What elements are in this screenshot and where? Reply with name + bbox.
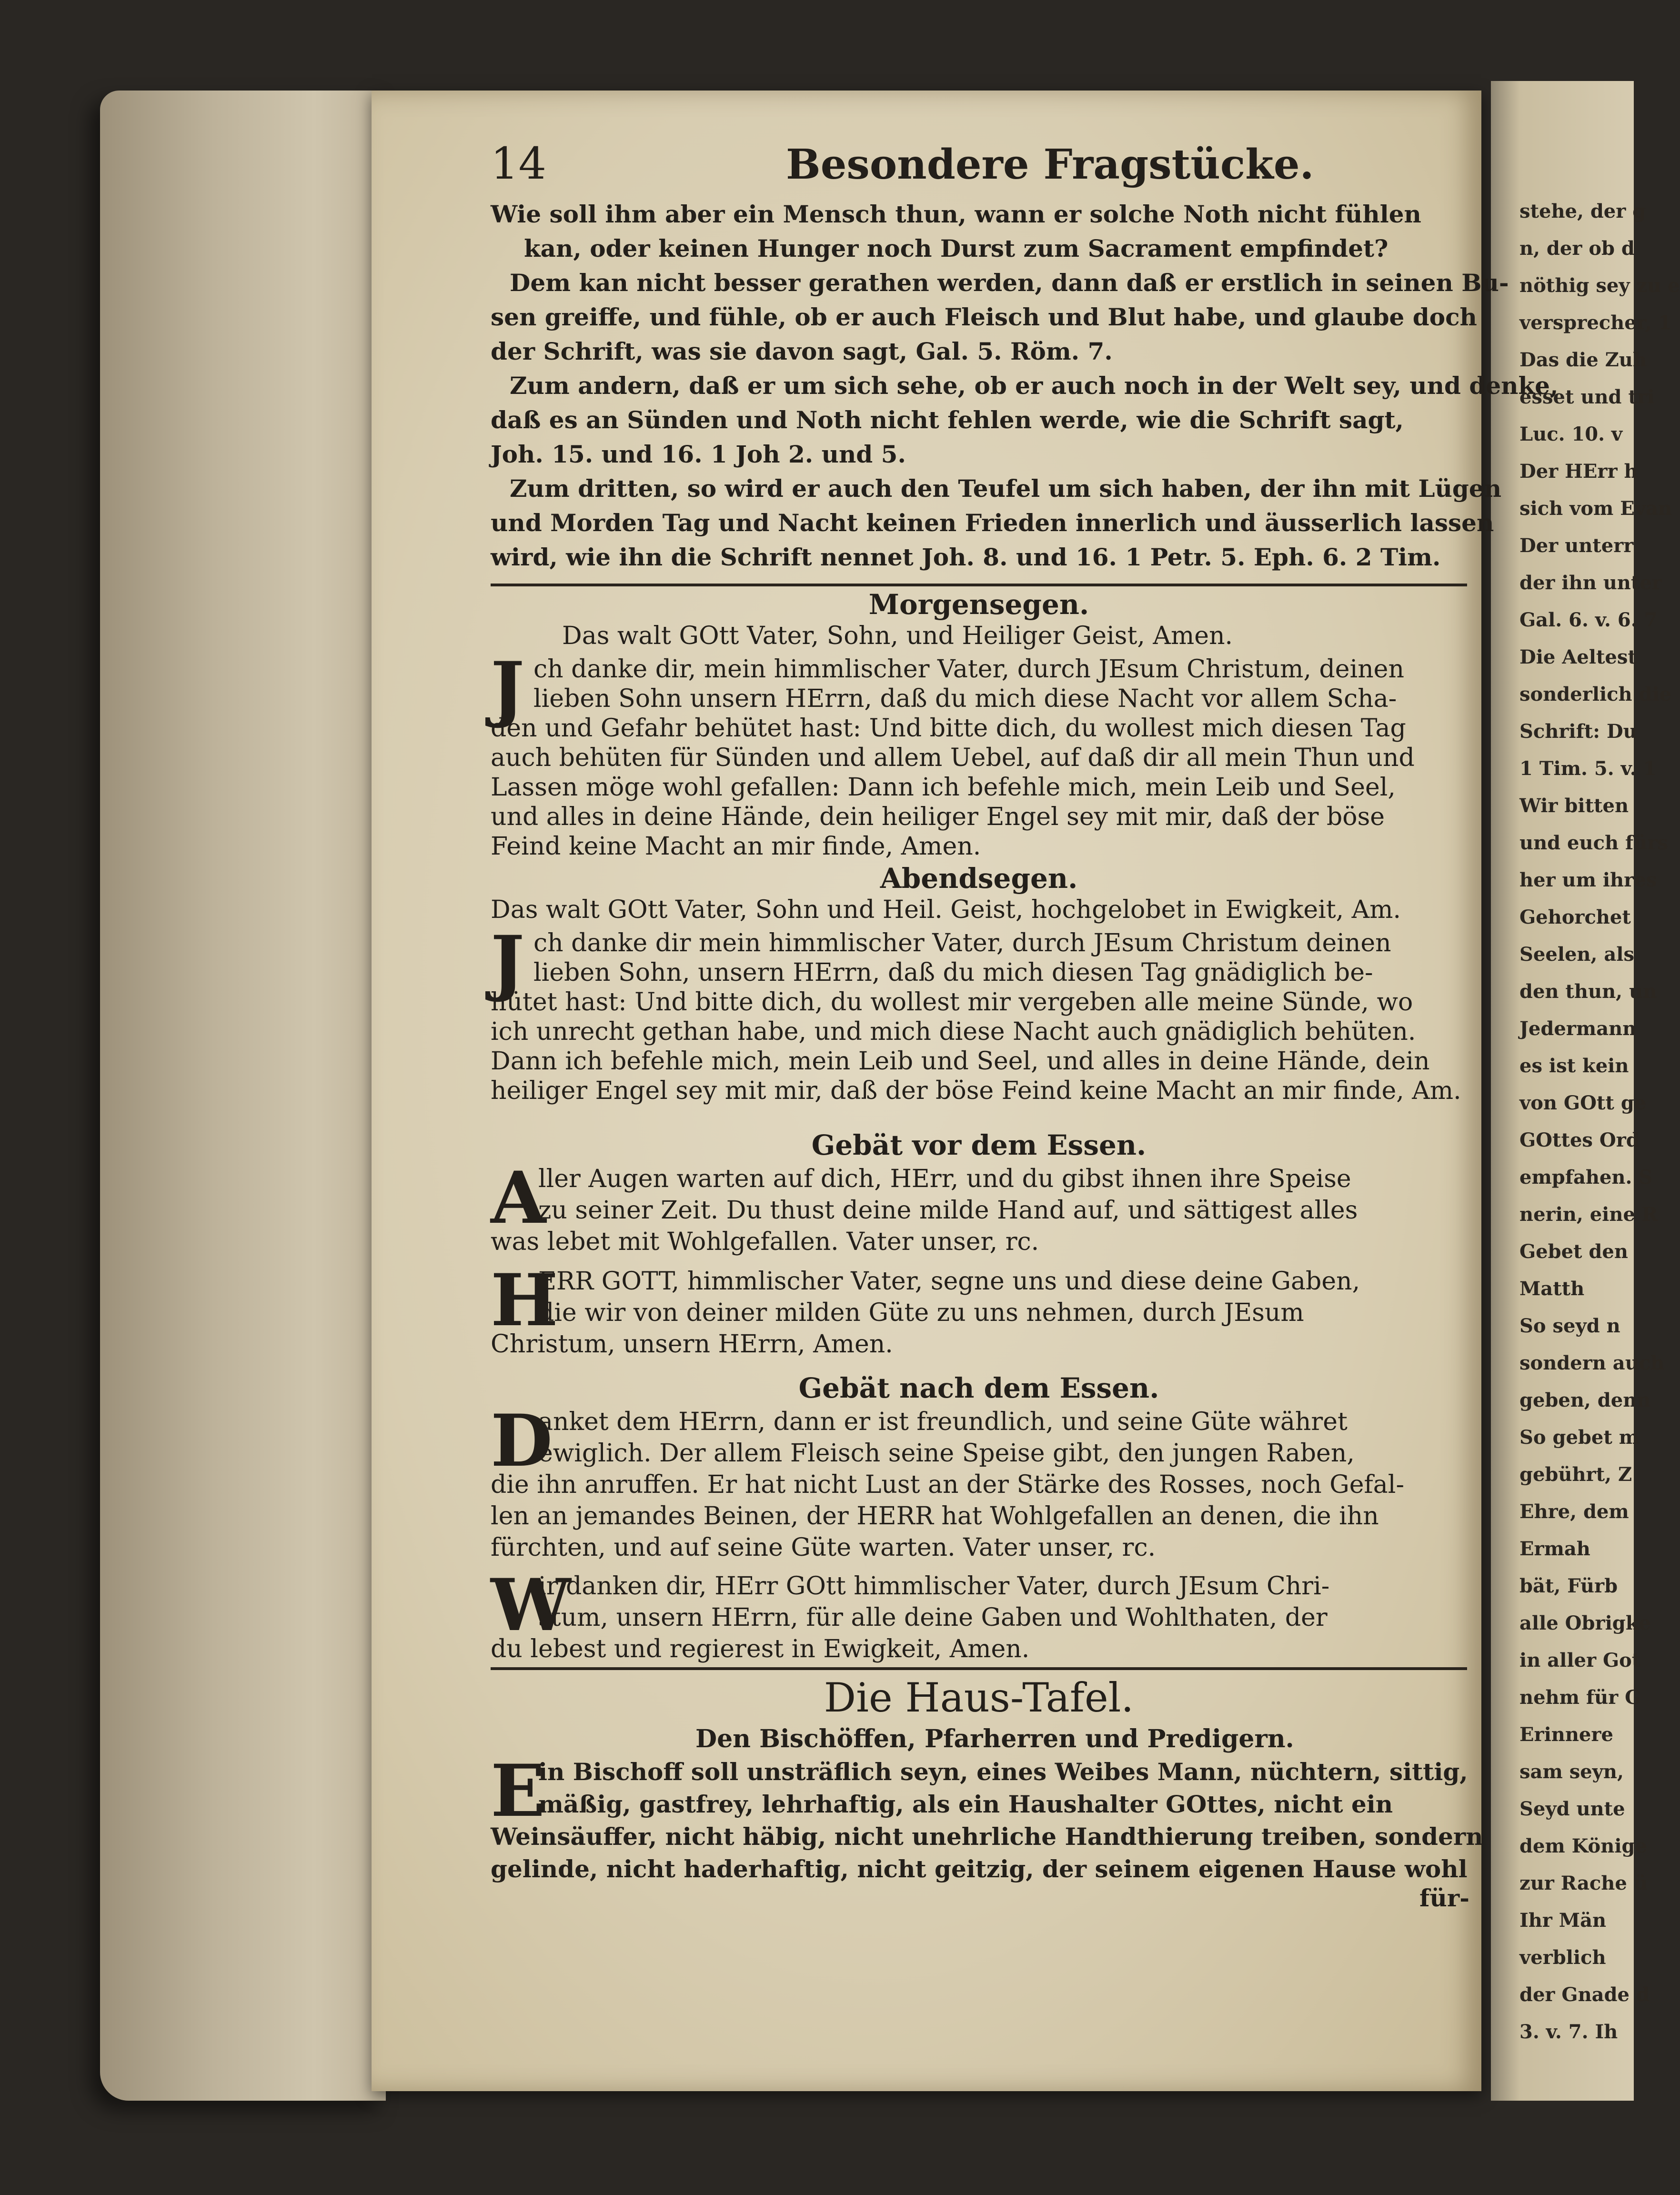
next-page-fragment: Gal. 6. v. 6. 7 (1519, 609, 1658, 631)
next-page-fragment: bät, Fürb (1519, 1575, 1618, 1597)
next-page-fragment: verblich (1519, 1946, 1606, 1969)
question-line: Dem kan nicht besser gerathen werden, dann daß er erstlich in seinen Bu- (510, 269, 1509, 297)
next-page-fragment: Die Aeltest (1519, 646, 1637, 668)
next-page-fragment: esset und tri (1519, 386, 1655, 408)
next-page-fragment: und euch fürs (1519, 832, 1668, 854)
next-page-fragment: Der HErr h (1519, 460, 1638, 483)
morgensegen-line: Lassen möge wohl gefallen: Dann ich befehle mich, mein Leib und Seel, (491, 773, 1396, 802)
morgensegen-line: ch danke dir, mein himmlischer Vater, durch JEsum Christum, deinen (533, 655, 1404, 684)
next-page-fragment: stehe, der g (1519, 200, 1646, 222)
next-page-fragment: n, der ob d (1519, 237, 1635, 260)
next-page-fragment: Ehre, dem (1519, 1500, 1629, 1523)
next-page-fragment: So gebet m (1519, 1426, 1640, 1449)
next-page-fragment: Das die Zuh (1519, 349, 1647, 371)
morgensegen-heading: Morgensegen. (868, 588, 1089, 621)
next-page-fragment: nöthig sey zu e (1519, 274, 1680, 297)
page-number: 14 (491, 138, 547, 189)
next-page-fragment: Schrift: Du (1519, 720, 1637, 743)
next-page-fragment: Seelen, als (1519, 943, 1634, 966)
next-page-fragment: 1 Tim. 5. v. 1 (1519, 757, 1657, 780)
next-page-fragment: in aller Got (1519, 1649, 1641, 1671)
next-page-fragment: Wir bitten (1519, 795, 1629, 817)
next-page-fragment: Der unterr (1519, 534, 1634, 557)
gebaet-nach-initial-2: W (491, 1563, 571, 1647)
next-page-fragment: Jedermann (1519, 1017, 1637, 1040)
next-page-fragment: Ihr Män (1519, 1909, 1607, 1932)
running-title: Besondere Fragstücke. (786, 141, 1314, 189)
next-page-fragment: 3. v. 7. Ih (1519, 2021, 1618, 2043)
gebaet-nach-initial: D (491, 1399, 553, 1483)
next-page-fragment: versprecher, 1 (1519, 312, 1672, 334)
haustafel-initial: E (491, 1749, 545, 1833)
next-page-fragment: dem Könige (1519, 1835, 1647, 1857)
abendsegen-line: heiliger Engel sey mit mir, daß der böse Feind keine Macht an mir finde, Am. (491, 1077, 1461, 1105)
gebaet-vor-initial-2: H (491, 1259, 558, 1342)
gebaet-vor-initial: A (491, 1156, 546, 1240)
next-page-fragment: es ist kein (1519, 1055, 1629, 1077)
question-line: Wie soll ihm aber ein Mensch thun, wann er solche Noth nicht fühlen (491, 200, 1421, 228)
haustafel-heading: Die Haus-Tafel. (824, 1674, 1134, 1721)
question-line: der Schrift, was sie davon sagt, Gal. 5. Röm. 7. (491, 337, 1113, 365)
next-page-fragment: Ermah (1519, 1538, 1590, 1560)
gebaet-nach-line: len an jemandes Beinen, der HERR hat Wohlgefallen an denen, die ihn (491, 1502, 1379, 1530)
next-page-fragment: gebührt, Z (1519, 1463, 1632, 1486)
haustafel-line: gelinde, nicht haderhaftig, nicht geitzig, der seinem eigenen Hause wohl (491, 1855, 1468, 1883)
question-line: Zum dritten, so wird er auch den Teufel um sich haben, der ihn mit Lügen (510, 474, 1502, 503)
haustafel-line: Weinsäuffer, nicht häbig, nicht unehrliche Handthierung treiben, sondern (491, 1822, 1483, 1851)
gebaet-vor-heading: Gebät vor dem Essen. (811, 1129, 1147, 1161)
abendsegen-line: lieben Sohn, unsern HErrn, daß du mich diesen Tag gnädiglich be- (533, 958, 1373, 987)
gebaet-vor-line: ller Augen warten auf dich, HErr, und du gibst ihnen ihre Speise (538, 1165, 1351, 1193)
abendsegen-line: ch danke dir mein himmlischer Vater, durch JEsum Christum deinen (533, 929, 1391, 957)
gebaet-nach-heading: Gebät nach dem Essen. (798, 1372, 1159, 1404)
next-page-fragment: Gehorchet (1519, 906, 1631, 928)
next-page-fragment: empfahen. S (1519, 1166, 1653, 1188)
abendsegen-intro: Das walt GOtt Vater, Sohn und Heil. Geist, hochgelobet in Ewigkeit, Am. (491, 896, 1401, 924)
next-page-fragment: sich vom Evan (1519, 497, 1672, 520)
morgensegen-line: den und Gefahr behütet hast: Und bitte dich, du wollest mich diesen Tag (491, 714, 1406, 743)
next-page-fragment: Matth (1519, 1278, 1585, 1300)
next-page-fragment: Luc. 10. v (1519, 423, 1623, 445)
abendsegen-line: Dann ich befehle mich, mein Leib und Seel, und alles in deine Hände, dein (491, 1047, 1430, 1076)
next-page-fragment: Erinnere (1519, 1723, 1613, 1746)
next-page-fragment: der ihn unter (1519, 572, 1662, 594)
gebaet-vor-line: zu seiner Zeit. Du thust deine milde Hand auf, und sättigest alles (538, 1196, 1358, 1225)
haustafel-line: in Bischoff soll unsträflich seyn, eines Weibes Mann, nüchtern, sittig, (538, 1758, 1468, 1786)
next-page-fragment: den thun, un (1519, 980, 1657, 1003)
abendsegen-heading: Abendsegen. (880, 862, 1078, 895)
question-line: wird, wie ihn die Schrift nennet Joh. 8. und 16. 1 Petr. 5. Eph. 6. 2 Tim. (491, 543, 1441, 571)
gebaet-nach-line: anket dem HErrn, dann er ist freundlich, und seine Güte währet (538, 1408, 1348, 1436)
morgensegen-intro: Das walt GOtt Vater, Sohn, und Heiliger Geist, Amen. (562, 622, 1233, 650)
morgensegen-line: Feind keine Macht an mir finde, Amen. (491, 832, 981, 861)
next-page-fragment: Seyd unte (1519, 1798, 1625, 1820)
haustafel-line: mäßig, gastfrey, lehrhaftig, als ein Haushalter GOttes, nicht ein (538, 1790, 1393, 1818)
next-page-fragment: sonderlich die (1519, 683, 1672, 705)
gebaet-nach-line: stum, unsern HErrn, für alle deine Gaben und Wohlthaten, der (538, 1603, 1328, 1632)
book-page-edges (100, 91, 386, 2101)
gebaet-nach-line: ir danken dir, HErr GOtt himmlischer Vater, durch JEsum Chri- (538, 1572, 1330, 1601)
next-page-fragment: nerin, eine R (1519, 1203, 1658, 1226)
next-page-fragment: sondern auch (1519, 1352, 1665, 1374)
next-page-fragment: Gebet den (1519, 1240, 1628, 1263)
divider-rule-2 (491, 1667, 1467, 1670)
next-page-fragment: So seyd n (1519, 1315, 1620, 1337)
next-page-fragment: her um ihres (1519, 869, 1657, 891)
next-page-fragment: von GOtt ge (1519, 1092, 1647, 1114)
question-line: kan, oder keinen Hunger noch Durst zum Sacrament empfindet? (524, 234, 1388, 262)
abendsegen-line: ich unrecht gethan habe, und mich diese Nacht auch gnädiglich behüten. (491, 1017, 1416, 1046)
morgensegen-initial: J (491, 646, 524, 730)
morgensegen-line: lieben Sohn unsern HErrn, daß du mich diese Nacht vor allem Scha- (533, 685, 1397, 713)
haustafel-subheading: Den Bischöffen, Pfarherren und Predigern. (695, 1724, 1294, 1753)
gebaet-vor-line: Christum, unsern HErrn, Amen. (491, 1330, 893, 1359)
next-page-fragment: sam seyn, (1519, 1761, 1624, 1783)
morgensegen-line: und alles in deine Hände, dein heiliger Engel sey mit mir, daß der böse (491, 803, 1385, 831)
gebaet-vor-line: ERR GOTT, himmlischer Vater, segne uns und diese deine Gaben, (538, 1267, 1360, 1296)
question-line: Zum andern, daß er um sich sehe, ob er auch noch in der Welt sey, und denke, (510, 372, 1559, 400)
gebaet-vor-line: was lebet mit Wohlgefallen. Vater unser, rc. (491, 1228, 1039, 1256)
gebaet-nach-line: du lebest und regierest in Ewigkeit, Amen. (491, 1635, 1030, 1663)
question-line: sen greiffe, und fühle, ob er auch Fleisch und Blut habe, und glaube doch (491, 303, 1477, 331)
next-page-fragment: geben, denn (1519, 1389, 1651, 1411)
morgensegen-line: auch behüten für Sünden und allem Uebel, auf daß dir all mein Thun und (491, 744, 1415, 772)
question-line: daß es an Sünden und Noth nicht fehlen werde, wie die Schrift sagt, (491, 406, 1404, 434)
gebaet-nach-line: ewiglich. Der allem Fleisch seine Speise gibt, den jungen Raben, (538, 1439, 1355, 1468)
gebaet-nach-line: fürchten, und auf seine Güte warten. Vater unser, rc. (491, 1533, 1156, 1562)
abendsegen-initial: J (491, 920, 524, 1004)
gebaet-nach-line: die ihn anruffen. Er hat nicht Lust an der Stärke des Rosses, noch Gefal- (491, 1470, 1405, 1499)
catchword: für- (1419, 1884, 1469, 1912)
next-page-fragment: zur Rache ü (1519, 1872, 1648, 1894)
next-page-fragment: GOttes Ord (1519, 1129, 1640, 1151)
next-page-fragment: nehm für G (1519, 1686, 1641, 1709)
next-page-fragment: alle Obrigke (1519, 1612, 1651, 1634)
next-page-fragment: der Gnade d (1519, 1984, 1650, 2006)
gebaet-vor-line: die wir von deiner milden Güte zu uns nehmen, durch JEsum (538, 1299, 1304, 1327)
abendsegen-line: hütet hast: Und bitte dich, du wollest mir vergeben alle meine Sünde, wo (491, 988, 1413, 1017)
question-line: Joh. 15. und 16. 1 Joh 2. und 5. (491, 440, 906, 468)
question-line: und Morden Tag und Nacht keinen Frieden innerlich und äusserlich lassen (491, 509, 1494, 537)
divider-rule (491, 584, 1467, 586)
